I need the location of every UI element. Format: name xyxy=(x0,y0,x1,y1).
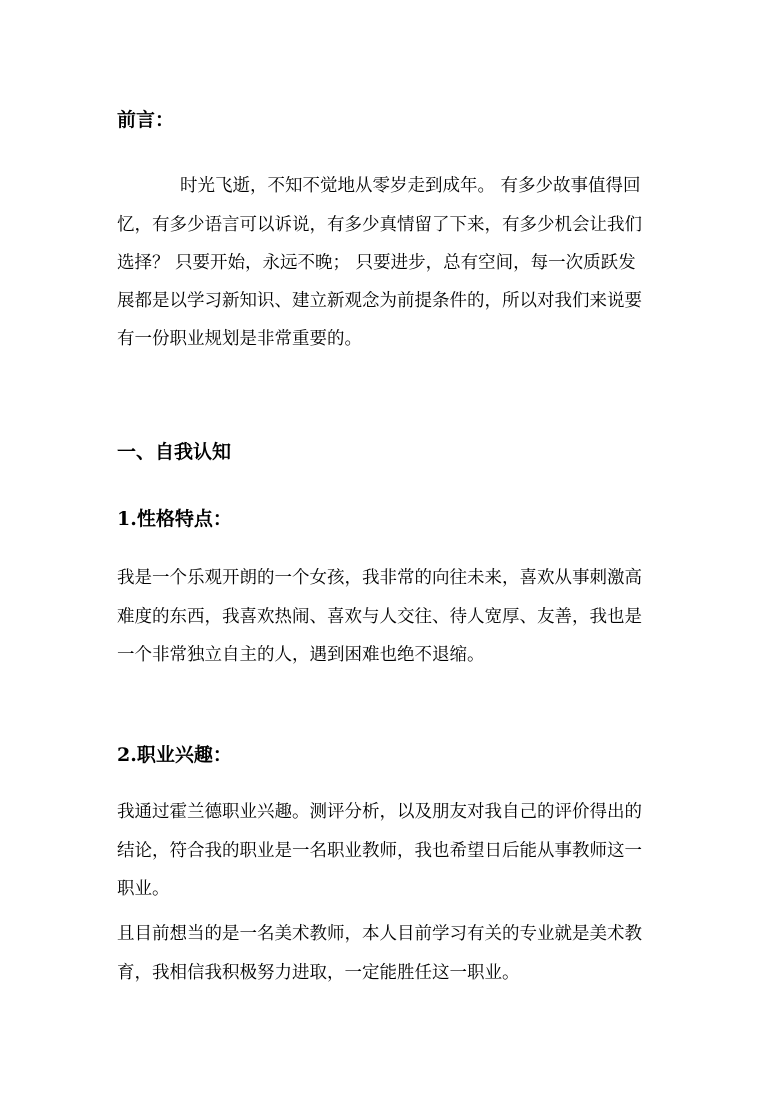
preface-line-4: 展都是以学习新知识、建立新观念为前提条件的，所以对我们来说要 xyxy=(117,291,642,311)
preface-line-2: 忆，有多少语言可以诉说，有多少真情留了下来，有多少机会让我们 xyxy=(117,215,642,235)
career-interest-line-2: 结论，符合我的职业是一名职业教师，我也希望日后能从事教师这一 xyxy=(117,841,642,861)
career-interest-heading: 2.职业兴趣： xyxy=(117,744,232,766)
preface-line-1: 时光飞逝，不知不觉地从零岁走到成年。 有多少故事值得回 xyxy=(180,176,641,196)
career-interest-line-4: 且目前想当的是一名美术教师，本人目前学习有关的专业就是美术教 xyxy=(117,924,642,944)
personality-line-3: 一个非常独立自主的人，遇到困难也绝不退缩。 xyxy=(117,645,485,665)
preface-line-5: 有一份职业规划是非常重要的。 xyxy=(117,329,362,349)
personality-line-1: 我是一个乐观开朗的一个女孩，我非常的向往未来，喜欢从事刺激高 xyxy=(117,568,642,588)
personality-line-2: 难度的东西，我喜欢热闹、喜欢与人交往、待人宽厚、友善，我也是 xyxy=(117,607,642,627)
section-heading-self-awareness: 一、自我认知 xyxy=(117,441,232,463)
career-interest-line-3: 职业。 xyxy=(117,879,170,899)
preface-line-3: 选择？ 只要开始，永远不晚； 只要进步，总有空间，每一次质跃发 xyxy=(117,253,636,273)
career-interest-line-1: 我通过霍兰德职业兴趣。测评分析，以及朋友对我自己的评价得出的 xyxy=(117,802,642,822)
career-interest-line-5: 育，我相信我积极努力进取，一定能胜任这一职业。 xyxy=(117,963,520,983)
personality-heading: 1.性格特点： xyxy=(117,508,232,530)
preface-heading: 前言： xyxy=(117,109,175,131)
